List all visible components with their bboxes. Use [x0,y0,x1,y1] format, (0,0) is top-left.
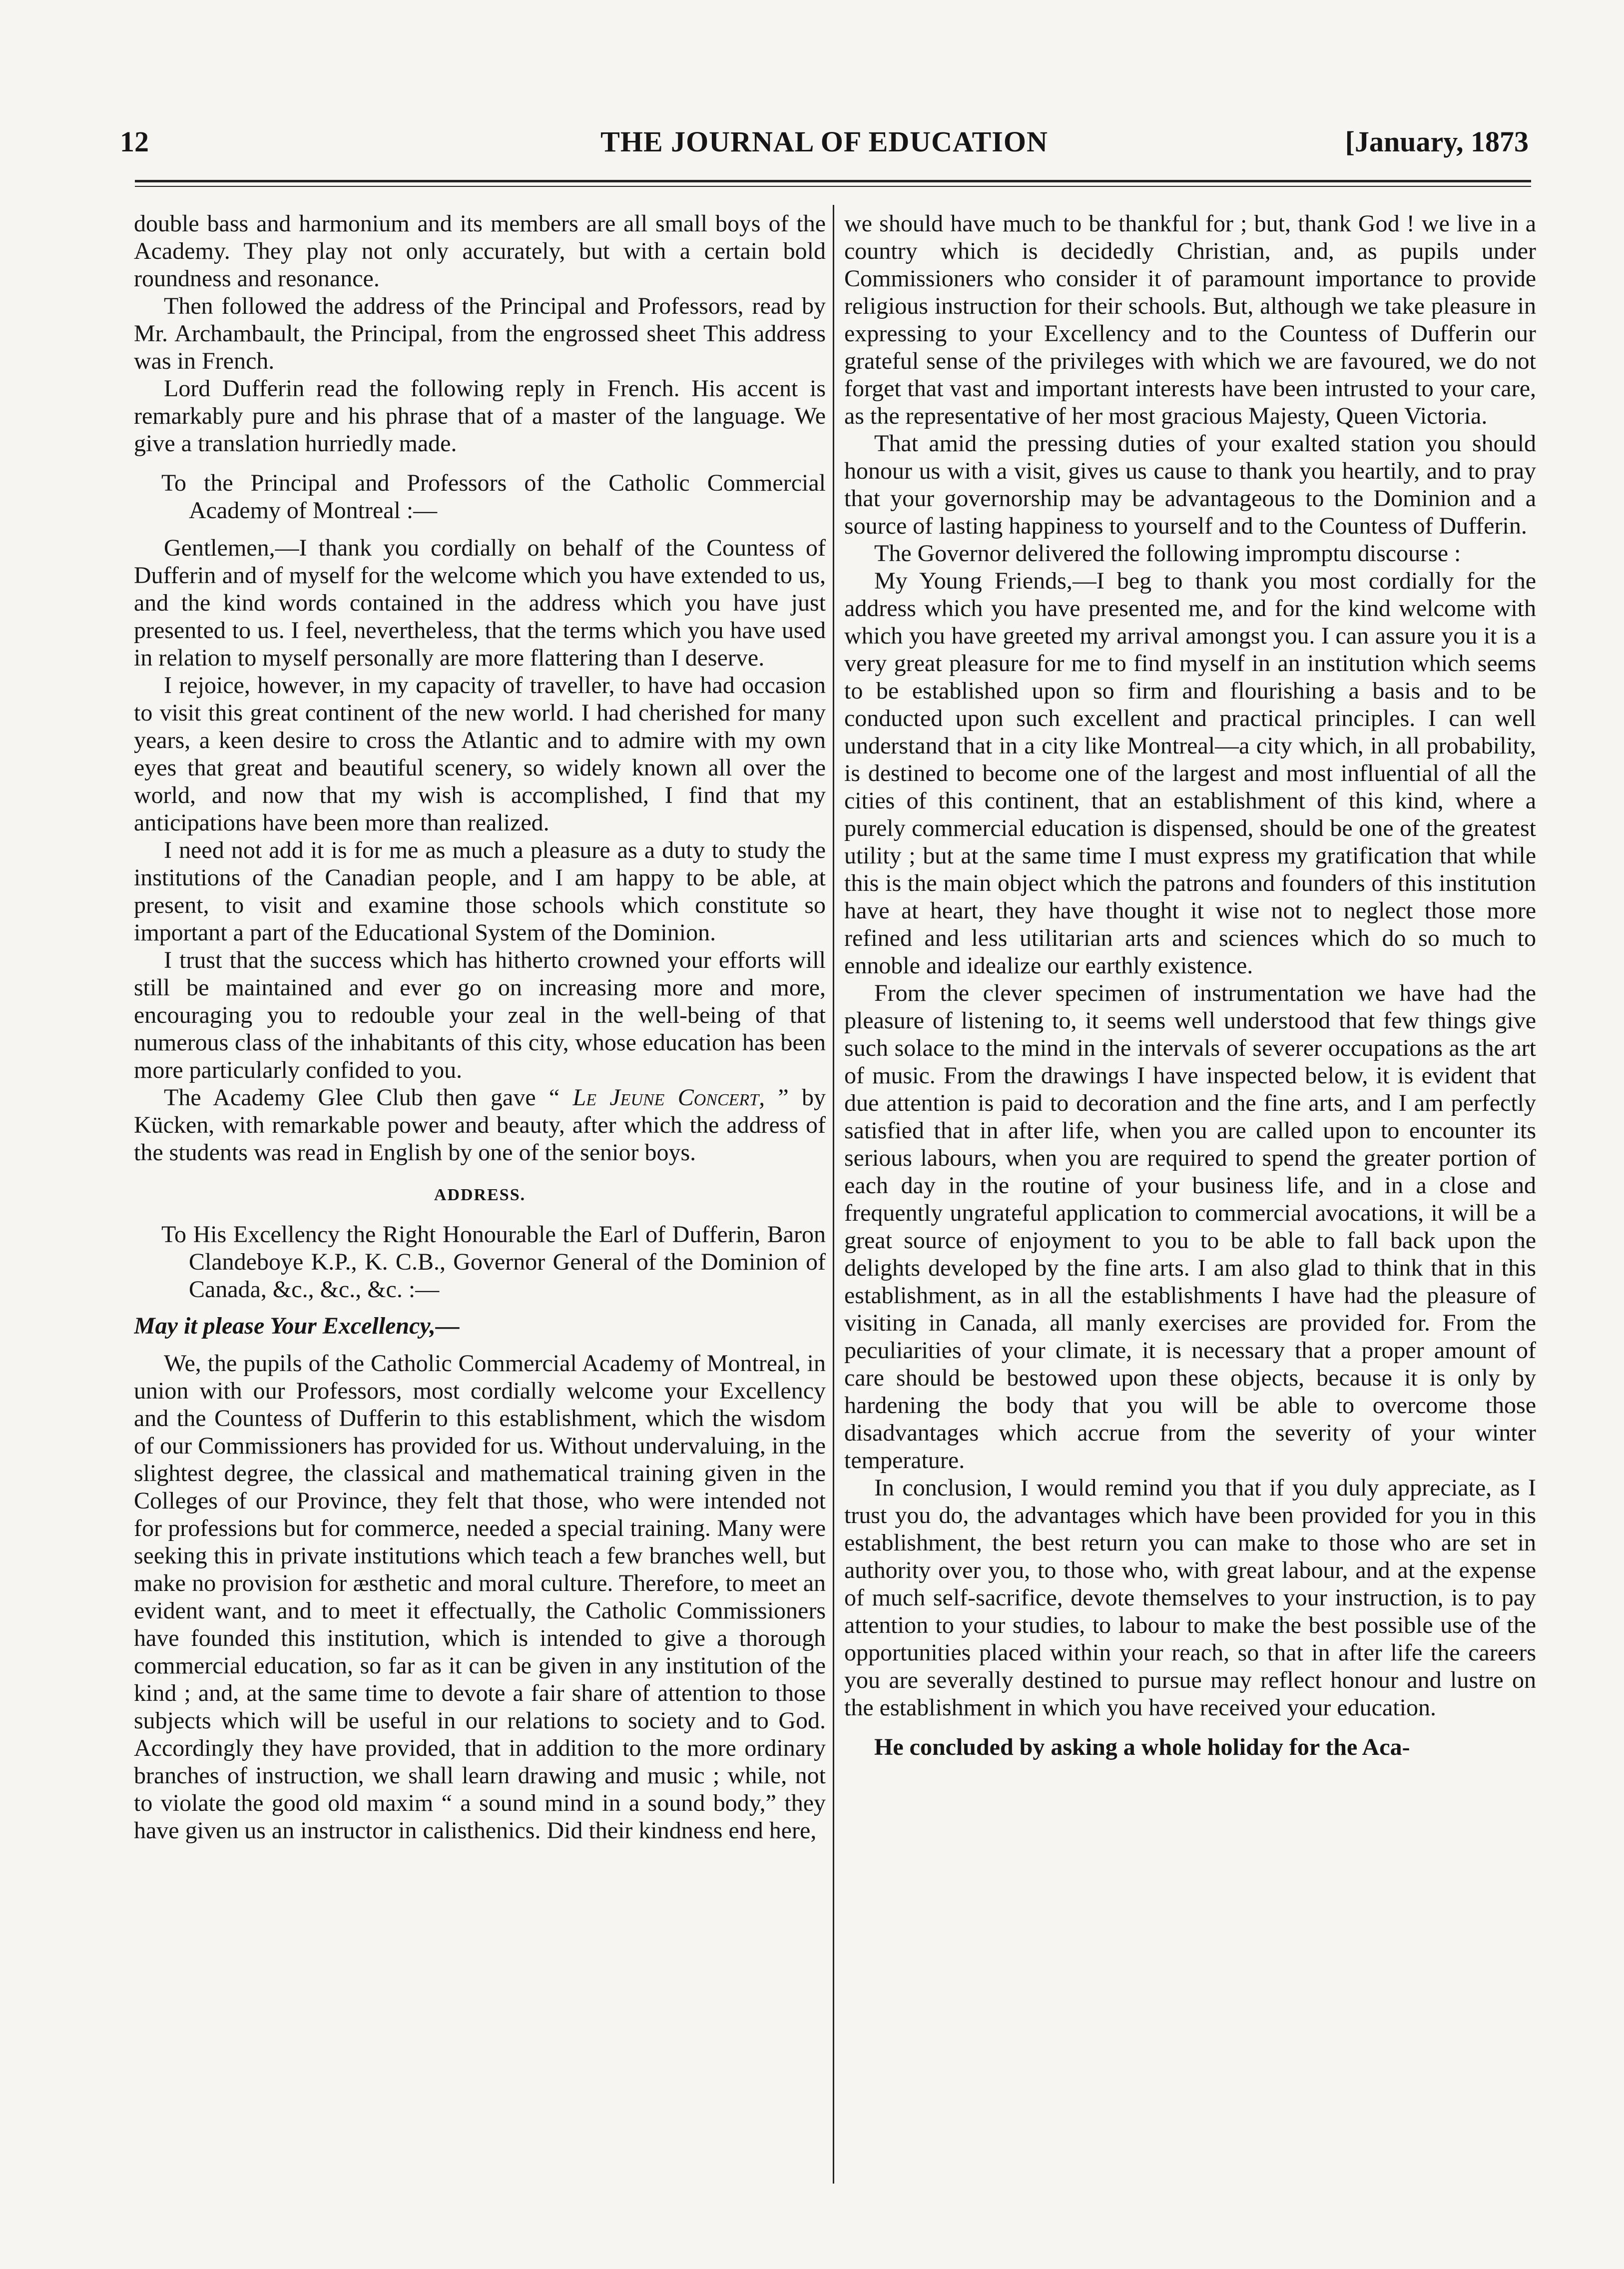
song-title: Le Jeune Concert, [572,1084,765,1111]
right-column [844,210,1536,2189]
paragraph: In conclusion, I would remind you that if you duly appreciate, as I trust you do, the advantages which have been provided for you in this establishment, the best return you can make to those who are set in authority over you, to those who, with great labour, and at the expense of much self-sacrifice, devote themselves to your instruction, is to pay attention to your studies, to labour to make the best possible use of the opportunities placed within your reach, so that in after life the careers you are severally destined to pursue may reflect honour and lustre on the establishment in which you have received your education. [844,1475,1536,1721]
paragraph: we should have much to be thankful for ; but, thank God ! we live in a country which is decidedly Christian, and, as pupils under Commissioners who consider it of paramount importance to provide religious instruction for their schools. But, although we take pleasure in expressing to your Excellency and to the Countess of Dufferin our grateful sense of the privileges with which we are favoured, we do not forget that vast and important interests have been intrusted to your care, as the representative of her most gracious Majesty, Queen Victoria. [844,210,1536,429]
paragraph: I need not add it is for me as much a pleasure as a duty to study the institutions of the Canadian people, and I am happy to be able, at present, to visit and examine those schools which constitute so important a part of the Educational System of the Dominion. [134,837,826,946]
paragraph: From the clever specimen of instrumentation we have had the pleasure of listening to, it seems well understood that few things give such solace to the mind in the intervals of severer occupations as the art of music. From the drawings I have inspected below, it is evident that due attention is paid to decoration and the fine arts, and I am perfectly satisfied that in after life, when you are called upon to encounter its serious labours, when you are required to spend the greater portion of each day in the routine of your business life, and in a close and frequently ungrateful application to commercial avocations, it will be a great source of enjoyment to you to be able to fall back upon the delights developed by the fine arts. I am also glad to think that in this establishment, as in all the establishments I have had the pleasure of visiting in Canada, all manly exercises are provided for. From the peculiarities of your climate, it is necessary that a proper amount of care should be bestowed upon these objects, because it is only by hardening the body that you will be able to overcome those disadvantages which accrue from the severity of your winter temperature. [844,980,1536,1474]
paragraph [134,1084,826,1166]
page-number: 12 [120,125,149,158]
paragraph: Lord Dufferin read the following reply in French. His accent is remarkably pure and his phrase that of a master of the language. We give a translation hurriedly made. [134,375,826,457]
paragraph: I rejoice, however, in my capacity of traveller, to have had occasion to visit this great continent of the new world. I had cherished for many years, a keen desire to cross the Atlantic and to admire with my own eyes that great and beautiful scenery, so widely known all over the world, and now that my wish is accomplished, I find that my anticipations have been more than realized. [134,672,826,836]
header-rule-thick [135,180,1531,182]
journal-title: THE JOURNAL OF EDUCATION [600,125,1048,158]
paragraph: My Young Friends,—I beg to thank you most cordially for the address which you have presented me, and for the kind welcome with which you have greeted my arrival amongst you. I can assure you it is a very great pleasure for me to find myself in an institution which seems to be established upon so firm and flourishing a basis and to be conducted upon such excellent and practical principles. I can well understand that in a city like Montreal—a city which, in all probability, is destined to become one of the largest and most influential of all the cities of this continent, that an establishment of this kind, where a purely commercial education is dispensed, should be one of the greatest utility ; but at the same time I must express my gratification that while this is the main object which the patrons and founders of this institution have at heart, they have thought it wise not to neglect those more refined and less utilitarian arts and sciences which do so much to ennoble and idealize our earthly existence. [844,568,1536,979]
paragraph: Then followed the address of the Principal and Professors, read by Mr. Archambault, the Principal, from the engrossed sheet This address was in French. [134,293,826,374]
paragraph: The Governor delivered the following impromptu discourse : [874,540,1461,567]
paragraph: That amid the pressing duties of your exalted station you should honour us with a visit, gives us cause to thank you heartily, and to pray that your governorship may be advantageous to the Dominion and a source of lasting happiness to yourself and to the Countess of Dufferin. [844,430,1536,539]
paragraph: We, the pupils of the Catholic Commercial Academy of Montreal, in union with our Professors, most cordially welcome your Excellency and the Countess of Dufferin to this establishment, which the wisdom of our Commissioners has provided for us. Without undervaluing, in the slightest degree, the classical and mathematical training given in the Colleges of our Province, they felt that those, who were intended not for professions but for commerce, needed a special training. Many were seeking this in private institutions which teach a few branches well, but make no provision for æsthetic and moral culture. Therefore, to meet an evident want, and to meet it effectually, the Catholic Commissioners have founded this institution, which is intended to give a thorough commercial education, so far as it can be given in any institution of the kind ; and, at the same time to devote a fair share of attention to those subjects which will be useful in our relations to society and to God. Accordingly they have provided, that in addition to the more ordinary branches of instruction, we shall learn drawing and music ; while, not to violate the good old maxim “ a sound mind in a sound body,” they have given us an instructor in calisthenics. Did their kindness end here, [134,1350,826,1844]
header-rule-thin [135,186,1531,187]
salutation: May it please Your Excellency,— [134,1313,460,1339]
text-run: The Academy Glee Club then gave “ [164,1084,573,1111]
address-recipient: To His Excellency the Right Honourable the Earl of Dufferin, Baron Clandeboye K.P., K. C.B., Governor General of the Dominion of Canada, &c., &c., &c. :— [161,1221,826,1303]
text-run: ” by Kücken, with remarkable power and beauty, after which the address of the students was read in English by one of the senior boys. [134,1084,826,1166]
address-heading: ADDRESS. [434,1186,526,1204]
paragraph: double bass and harmonium and its members are all small boys of the Academy. They play not only accurately, but with a certain bold roundness and resonance. [134,210,826,292]
issue-date: [January, 1873 [1345,125,1529,158]
paragraph: I trust that the success which has hitherto crowned your efforts will still be maintained and ever go on increasing more and more, encouraging you to redouble your zeal in the well-being of that numerous class of the inhabitants of this city, whose education has been more particularly confided to you. [134,947,826,1083]
left-column [134,210,826,2189]
column-divider [833,205,834,2184]
paragraph: He concluded by asking a whole holiday for the Aca- [874,1734,1410,1760]
running-header [120,125,1529,165]
reply-heading: To the Principal and Professors of the Catholic Commercial Academy of Montreal :— [161,470,826,524]
paragraph: Gentlemen,—I thank you cordially on behalf of the Countess of Dufferin and of myself for the welcome which you have extended to us, and the kind words contained in the address which you have just presented to us. I feel, nevertheless, that the terms which you have used in relation to myself personally are more flattering than I deserve. [134,535,826,671]
